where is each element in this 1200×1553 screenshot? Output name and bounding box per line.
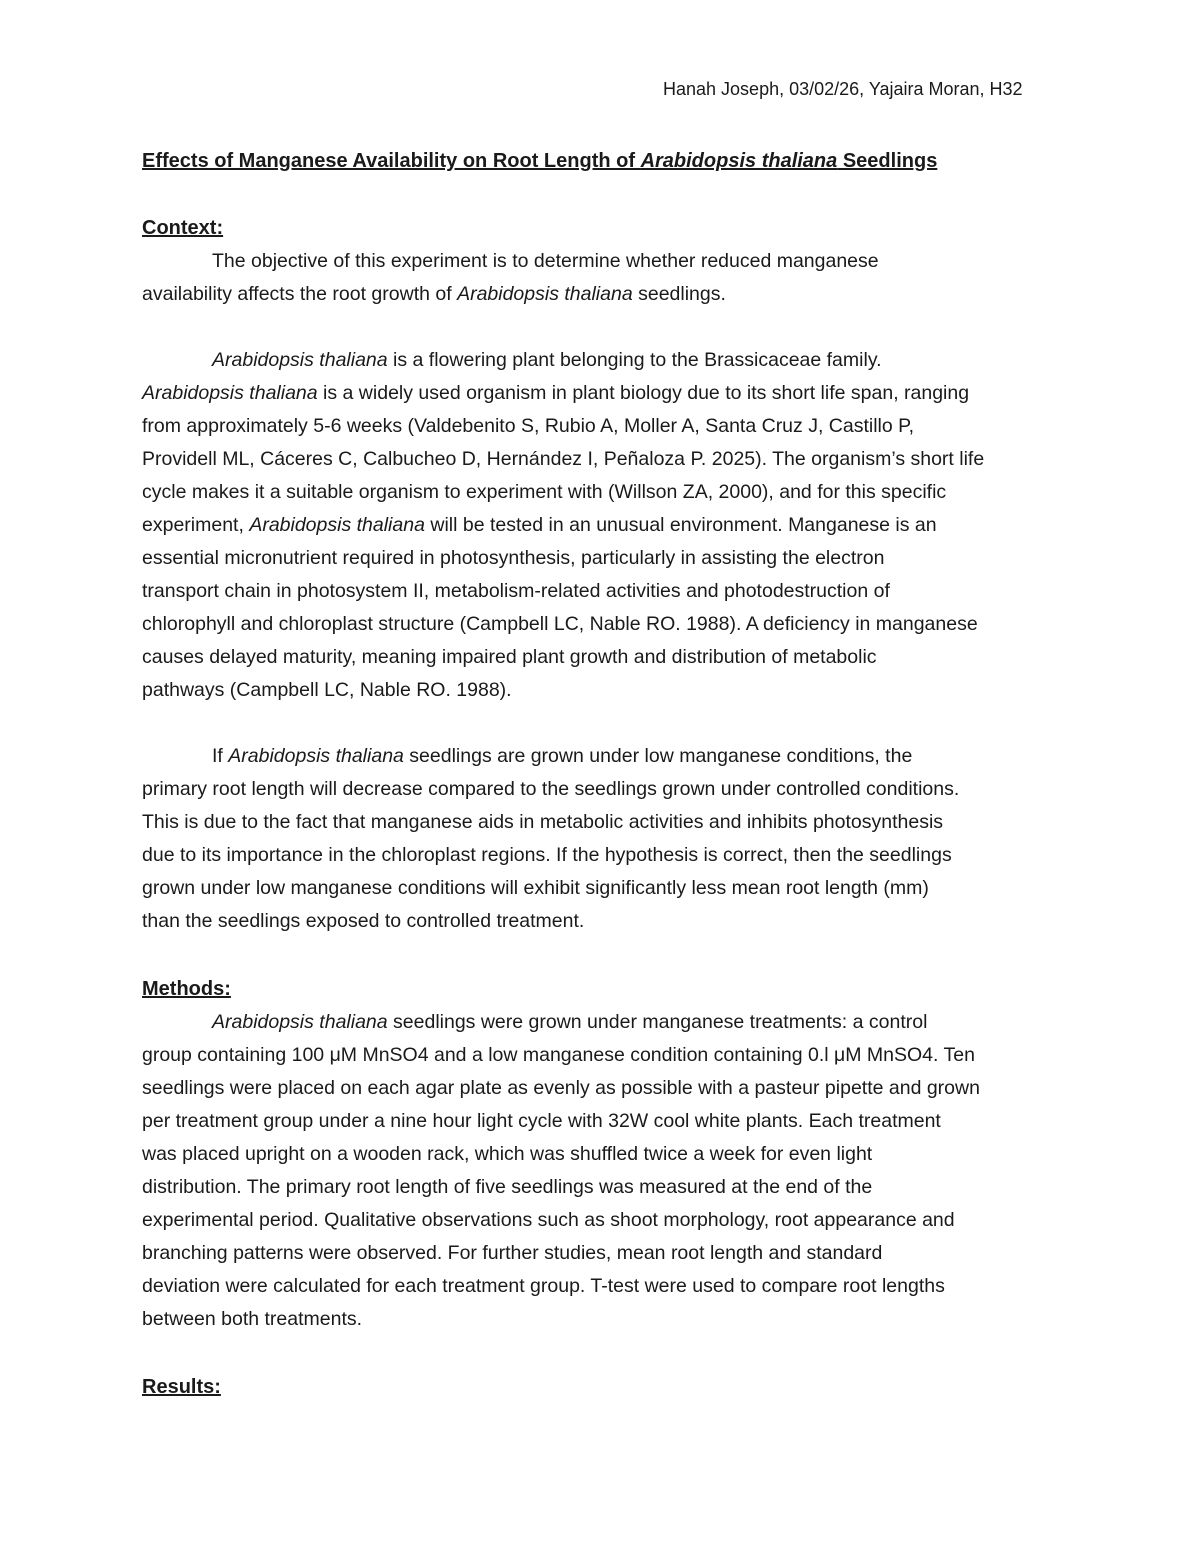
text-line: chlorophyll and chloroplast structure (Campbell LC, Nable RO. 1988). A deficiency in manganese [142, 613, 978, 635]
text-line: experiment, Arabidopsis thaliana will be tested in an unusual environment. Manganese is an [142, 514, 937, 536]
text-line: causes delayed maturity, meaning impaired plant growth and distribution of metabolic [142, 646, 877, 668]
text-line: transport chain in photosystem II, metabolism-related activities and photodestruction of [142, 580, 890, 602]
text-line: was placed upright on a wooden rack, which was shuffled twice a week for even light [142, 1143, 873, 1165]
text-line: Providell ML, Cáceres C, Calbucheo D, Hernández I, Peñaloza P. 2025). The organism’s short life [142, 448, 985, 470]
text-line: The objective of this experiment is to determine whether reduced manganese [212, 250, 879, 272]
title-species: Arabidopsis thaliana [640, 150, 838, 172]
text-line: branching patterns were observed. For further studies, mean root length and standard [142, 1242, 883, 1264]
text-line: seedlings were placed on each agar plate as evenly as possible with a pasteur pipette and grown [142, 1077, 980, 1099]
text-line: availability affects the root growth of Arabidopsis thaliana seedlings. [142, 283, 726, 305]
text-line: primary root length will decrease compared to the seedlings grown under controlled conditions. [142, 778, 960, 800]
text-line: Arabidopsis thaliana is a flowering plant belonging to the Brassicaceae family. [212, 349, 882, 371]
text-line: If Arabidopsis thaliana seedlings are grown under low manganese conditions, the [212, 745, 913, 767]
text-line: group containing 100 μM MnSO4 and a low manganese condition containing 0.l μM MnSO4. Ten [142, 1044, 975, 1066]
text-line: from approximately 5-6 weeks (Valdebenito S, Rubio A, Moller A, Santa Cruz J, Castillo P, [142, 415, 915, 437]
context-heading: Context: [142, 217, 224, 239]
text-line: due to its importance in the chloroplast regions. If the hypothesis is correct, then the seedlings [142, 844, 952, 866]
document-title [142, 146, 937, 176]
text-line: between both treatments. [142, 1308, 363, 1330]
text-line: than the seedlings exposed to controlled treatment. [142, 910, 585, 932]
text-line: experimental period. Qualitative observations such as shoot morphology, root appearance and [142, 1209, 955, 1231]
text-line: grown under low manganese conditions will exhibit significantly less mean root length (mm) [142, 877, 929, 899]
title-part: Effects of Manganese Availability on Root Length of [142, 150, 641, 172]
text-line: per treatment group under a nine hour light cycle with 32W cool white plants. Each treatment [142, 1110, 941, 1132]
methods-heading: Methods: [142, 978, 231, 1000]
results-heading: Results: [142, 1376, 221, 1398]
text-line: Arabidopsis thaliana is a widely used organism in plant biology due to its short life span, ranging [142, 382, 970, 404]
text-line: This is due to the fact that manganese aids in metabolic activities and inhibits photosynthesis [142, 811, 944, 833]
page-header: Hanah Joseph, 03/02/26, Yajaira Moran, H32 [663, 79, 1023, 99]
text-line: cycle makes it a suitable organism to experiment with (Willson ZA, 2000), and for this specific [142, 481, 947, 503]
text-line: deviation were calculated for each treatment group. T-test were used to compare root lengths [142, 1275, 945, 1297]
text-line: pathways (Campbell LC, Nable RO. 1988). [142, 679, 512, 701]
title-part: Seedlings [837, 150, 938, 172]
text-line: essential micronutrient required in photosynthesis, particularly in assisting the electron [142, 547, 885, 569]
text-line: Arabidopsis thaliana seedlings were grown under manganese treatments: a control [212, 1011, 928, 1033]
text-line: distribution. The primary root length of five seedlings was measured at the end of the [142, 1176, 873, 1198]
